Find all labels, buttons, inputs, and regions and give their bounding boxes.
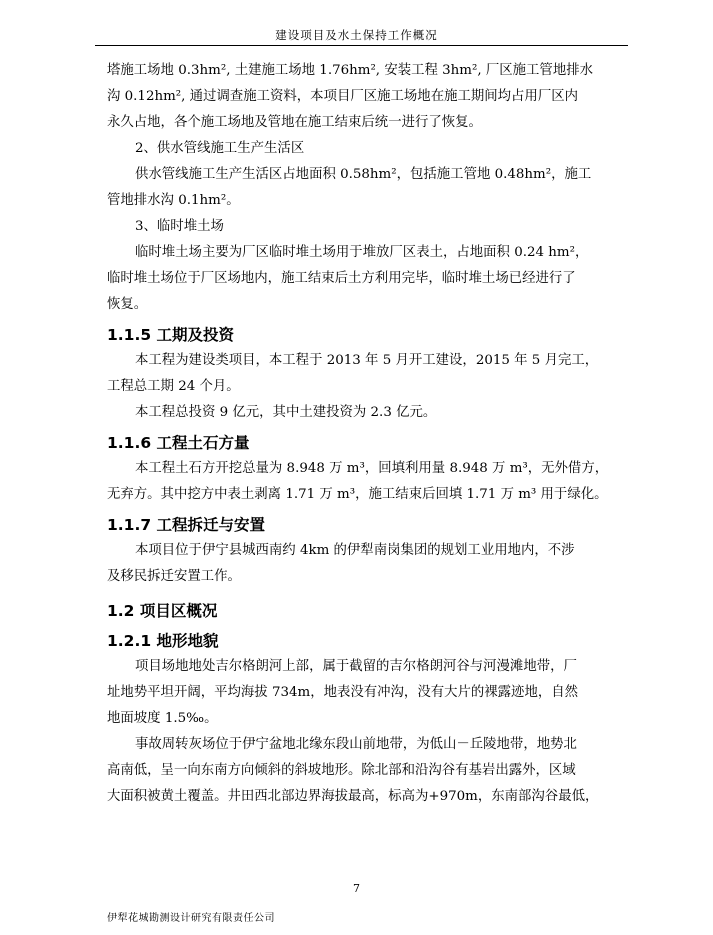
footer-organization: 伊犁花城勘测设计研究有限责任公司 [107, 913, 275, 924]
paragraph-line: 临时堆土场主要为厂区临时堆土场用于堆放厂区表土，占地面积 0.24 hm²， [135, 245, 589, 260]
paragraph-line: 供水管线施工生产生活区占地面积 0.58hm²，包括施工管地 0.48hm²，施工 [135, 167, 592, 182]
paragraph-line: 临时堆土场位于厂区场地内，施工结束后土方利用完毕，临时堆土场已经进行了 [107, 271, 576, 286]
section-heading-1-1-7: 1.1.7 工程拆迁与安置 [107, 516, 266, 534]
paragraph-line: 地面坡度 1.5‰。 [107, 711, 218, 726]
paragraph-line: 沟 0.12hm², 通过调查施工资料，本项目厂区施工场地在施工期间均占用厂区内 [107, 89, 578, 104]
running-header-title: 建设项目及水土保持工作概况 [275, 28, 438, 42]
paragraph-line: 本项目位于伊宁县城西南约 4km 的伊犁南岗集团的规划工业用地内，不涉 [135, 543, 575, 558]
page-number: 7 [353, 882, 360, 895]
paragraph-line: 恢复。 [107, 297, 148, 312]
header-rule [95, 45, 628, 46]
list-item-2: 2、供水管线施工生产生活区 [135, 141, 305, 156]
paragraph-line: 址地势平坦开阔，平均海拔 734m，地表没有冲沟，没有大片的裸露迹地，自然 [107, 685, 579, 700]
paragraph-line: 项目场地地处吉尔格朗河上部，属于截留的吉尔格朗河谷与河漫滩地带，厂 [135, 659, 577, 674]
paragraph-line: 及移民拆迁安置工作。 [107, 569, 241, 584]
paragraph-line: 管地排水沟 0.1hm²。 [107, 193, 240, 208]
paragraph-line: 大面积被黄土覆盖。井田西北部边界海拔最高，标高为+970m，东南部沟谷最低， [107, 789, 599, 804]
paragraph-line: 本工程土石方开挖总量为 8.948 万 m³，回填利用量 8.948 万 m³，无外借方， [135, 461, 609, 476]
paragraph-line: 永久占地，各个施工场地及管地在施工结束后统一进行了恢复。 [107, 115, 482, 130]
section-heading-1-1-6: 1.1.6 工程土石方量 [107, 434, 250, 452]
paragraph-line: 本工程总投资 9 亿元，其中土建投资为 2.3 亿元。 [135, 405, 437, 420]
section-heading-1-1-5: 1.1.5 工期及投资 [107, 326, 235, 344]
paragraph-line: 高南低，呈一向东南方向倾斜的斜坡地形。除北部和沿沟谷有基岩出露外，区域 [107, 763, 576, 778]
paragraph-line: 无弃方。其中挖方中表土剥离 1.71 万 m³，施工结束后回填 1.71 万 m³ 用于绿化。 [107, 487, 608, 502]
list-item-3: 3、临时堆土场 [135, 219, 224, 234]
paragraph-line: 工程总工期 24 个月。 [107, 379, 240, 394]
page-content [107, 58, 617, 810]
paragraph-line: 塔施工场地 0.3hm², 土建施工场地 1.76hm², 安装工程 3hm², 厂区施工管地排水 [107, 63, 593, 78]
paragraph-line: 本工程为建设类项目，本工程于 2013 年 5 月开工建设，2015 年 5 月完工， [135, 353, 599, 368]
section-heading-1-2: 1.2 项目区概况 [107, 602, 218, 620]
paragraph-line: 事故周转灰场位于伊宁盆地北缘东段山前地带，为低山－丘陵地带，地势北 [135, 737, 577, 752]
section-heading-1-2-1: 1.2.1 地形地貌 [107, 632, 219, 650]
